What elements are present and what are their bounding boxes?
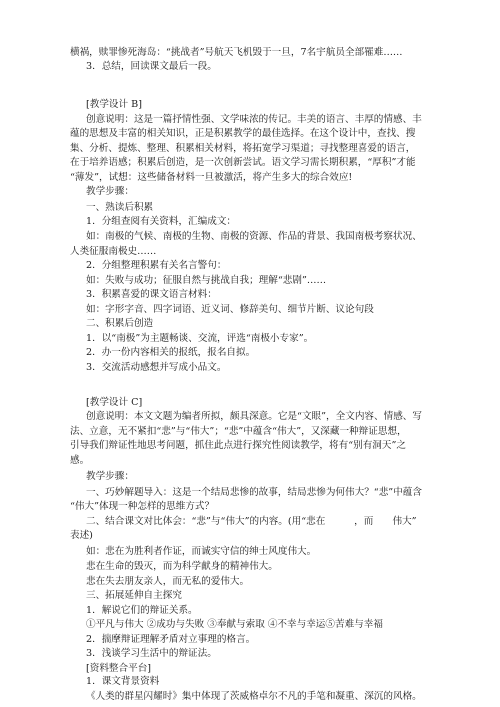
text-line: 悲在生命的毁灭，而为科学献身的精神伟大。 — [86, 561, 278, 573]
text-line: 表述) — [70, 530, 93, 542]
text-line: 三、拓展延伸自主探究 — [86, 590, 182, 602]
text-line: “薄发”，试想：这些储备材料一旦被激活，将产生多大的综合效应! — [70, 171, 353, 183]
text-line: 3．积累喜爱的课文语言材料： — [86, 289, 217, 301]
text-line: 一、巧妙解题导入：这是一个结局悲惨的故事，结局悲惨为何伟大？“悲”中蕴含 — [86, 486, 422, 498]
text-line: 1．以“南极”为主题畅谈、交流，评选“南极小专家”。 — [86, 332, 314, 344]
text-line: 人类征服南极史…… — [70, 245, 157, 257]
text-line: 横祸，赎罪惨死海岛：“挑战者”号航天飞机毁于一旦，7名宇航员全部罹难…… — [70, 47, 403, 58]
text-line: 如：悲在为胜利者作证，而诚实守信的绅士风度伟大。 — [86, 545, 317, 557]
text-line: 创意说明：这是一篇抒情性强、文学味浓的传记。丰美的语言、丰厚的情感、丰 — [86, 113, 422, 125]
text-line: 二、结合课文对比体会：“悲”与“伟大”的内容。(用“悲在 ，而 伟大” — [86, 515, 417, 527]
text-line: 如：字形字音、四字词语、近义词、修辞美句、细节片断、议论句段 — [86, 303, 374, 315]
text-line: 3．浅谈学习生活中的辩证法。 — [86, 648, 217, 660]
text-line: 1．课文背景资料 — [86, 676, 160, 688]
text-line: 创意说明：本文文题为编者所拟，颇具深意。它是“文眼”，全文内容、情感、写 — [86, 411, 422, 423]
text-line: 教学步骤： — [86, 471, 134, 483]
text-line: 3．总结，回读课文最后一段。 — [86, 60, 217, 72]
text-line: “伟大”体现一种怎样的思维方式？ — [70, 501, 215, 513]
text-line: 1．分组查阅有关资料，汇编成文： — [86, 216, 237, 228]
text-line: 2．揣摩辩证理解矛盾对立事理的格言。 — [86, 633, 256, 645]
text-line: 3．交流活动感想并写成小品文。 — [86, 361, 227, 373]
text-line: 感。 — [70, 454, 90, 466]
text-line: 一、熟读后积累 — [86, 201, 154, 213]
text-line: 集、分析、提炼、整理、积累相关材料，将拓宽学习渠道；寻找整理喜爱的语言， — [70, 142, 416, 154]
text-line: 1．解说它们的辩证关系。 — [86, 604, 198, 616]
text-line: 如：南极的气候、南极的生物、南极的资源、作品的背景、我国南极考察状况、 — [86, 231, 422, 242]
text-line: 蕴的思想及丰富的相关知识，正是积累教学的最佳选择。在这个设计中，查找、搜 — [70, 128, 416, 140]
text-line: 教学步骤： — [86, 186, 134, 198]
text-line: 二、积累后创造 — [86, 318, 154, 330]
text-line: 《人类的群星闪耀时》集中体现了茨威格卓尔不凡的手笔和凝重、深沉的风格。 — [86, 691, 422, 702]
text-line: ①平凡与伟大 ②成功与失败 ③奉献与索取 ④不幸与幸运⑤苦难与幸福 — [86, 619, 383, 631]
text-line: 法、立意，无不紧扣“悲”与“伟大”；“悲”中蕴含“伟大”，又深藏一种辩证思想， — [70, 425, 407, 437]
text-line: 在于培养语感；积累后创造，是一次创新尝试。语文学习需长期积累，“厚积”才能 — [70, 157, 416, 169]
resource-heading: [资料整合平台] — [86, 662, 152, 674]
section-heading-c: [教学设计 C] — [86, 396, 143, 408]
text-line: 如：失败与成功；征服自然与挑战自我；理解“悲剧”…… — [86, 274, 327, 286]
text-line: 引导我们辩证性地思考问题，抓住此点进行探究性阅读教学，将有“别有洞天”之 — [70, 440, 406, 452]
text-line: 悲在失去朋友亲人，而无私的爱伟大。 — [86, 575, 250, 587]
text-line: 2．分组整理积累有关名言警句： — [86, 260, 227, 272]
text-line: 2．办一份内容相关的报纸，报名自拟。 — [86, 347, 256, 359]
section-heading-b: [教学设计 B] — [86, 99, 142, 111]
